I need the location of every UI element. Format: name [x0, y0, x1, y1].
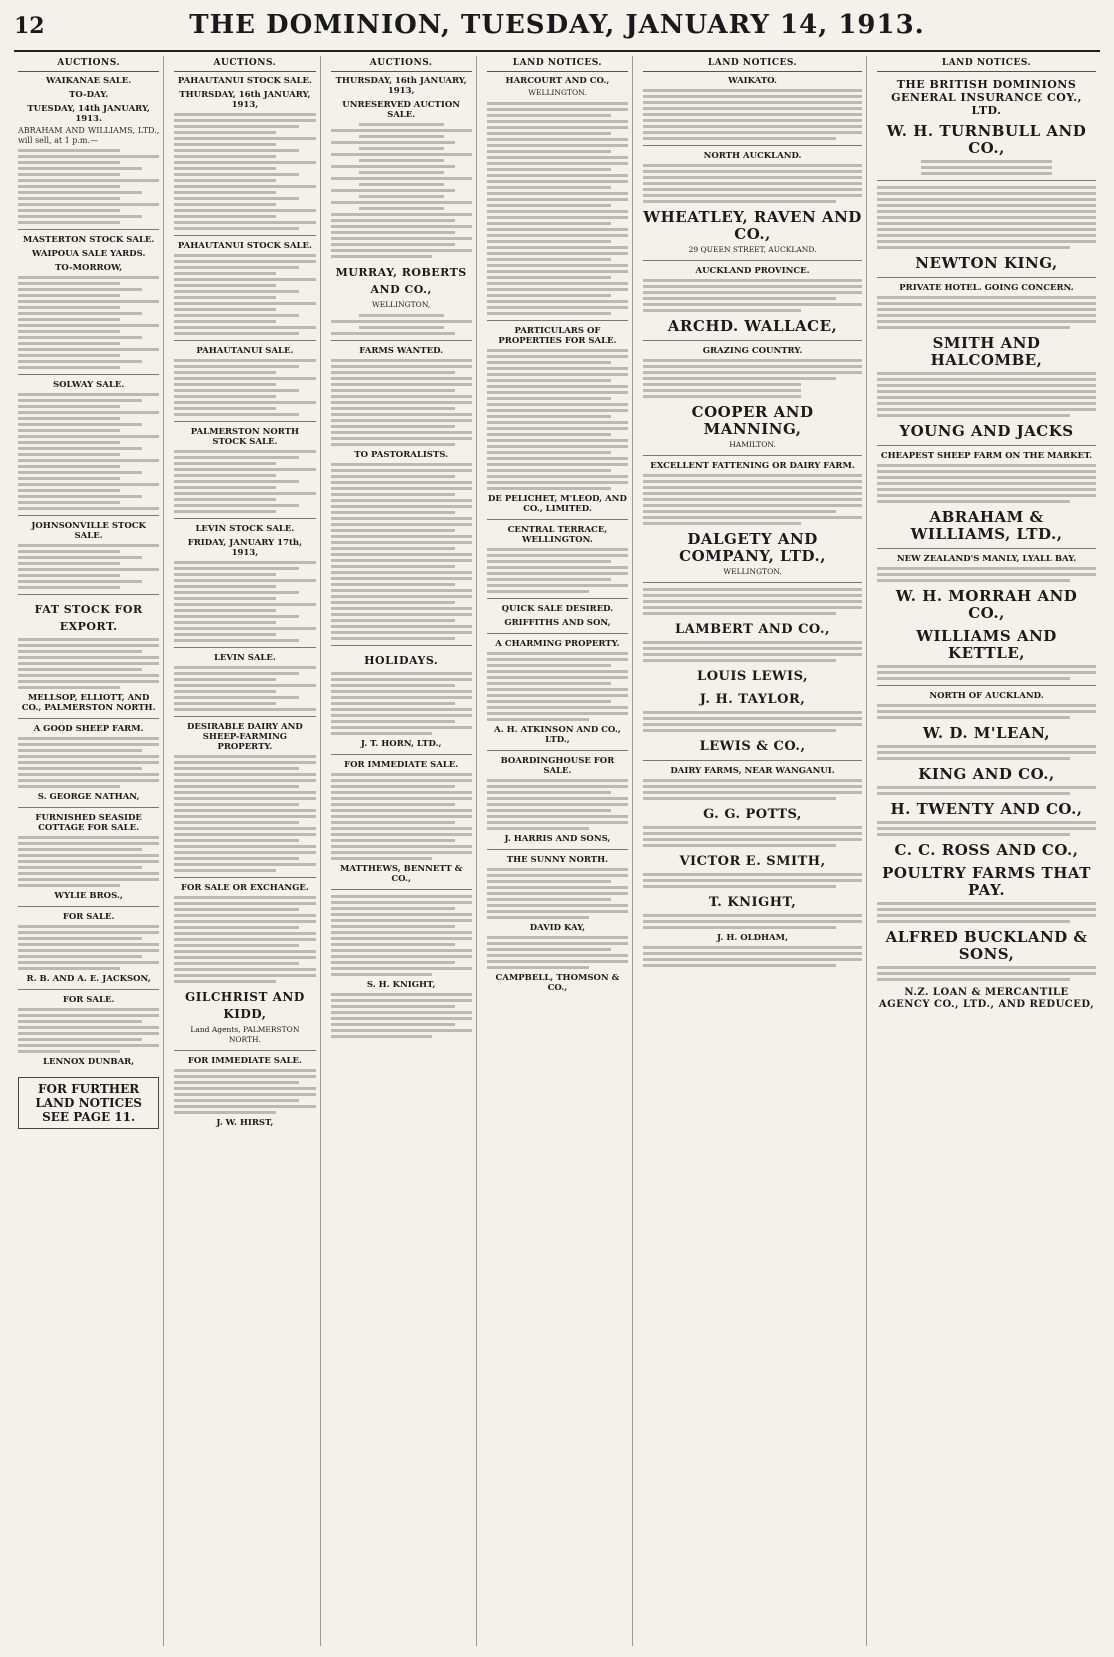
agent-name: S. GEORGE NATHAN, — [37, 792, 140, 802]
section-header: LAND NOTICES. — [487, 56, 628, 72]
heading: TO-MORROW, — [55, 263, 123, 273]
heading: TO PASTORALISTS. — [354, 450, 449, 460]
agent-name: DAVID KAY, — [529, 923, 586, 933]
heading: A CHARMING PROPERTY. — [495, 639, 620, 649]
heading: UNRESERVED AUCTION SALE. — [342, 100, 461, 120]
heading: SOLWAY SALE. — [52, 380, 125, 390]
heading: THURSDAY, 16th JANUARY, 1913, — [179, 90, 311, 110]
agent-name: LEWIS & CO., — [699, 739, 806, 754]
heading: CHEAPEST SHEEP FARM ON THE MARKET. — [880, 451, 1093, 461]
agent-name: S. H. KNIGHT, — [366, 980, 436, 990]
agent-name: WILLIAMS AND KETTLE, — [916, 627, 1057, 662]
agent-name: J. HARRIS AND SONS, — [504, 834, 611, 844]
paragraph: ABRAHAM AND WILLIAMS, LTD., will sell, at 1 p.m.— — [18, 126, 160, 145]
agent-address: WELLINGTON, — [372, 300, 431, 309]
agent-address: WELLINGTON. — [723, 567, 782, 576]
heading: CENTRAL TERRACE, WELLINGTON. — [507, 525, 608, 545]
section-header: AUCTIONS. — [331, 56, 472, 72]
column-6 — [873, 56, 1100, 1646]
heading: FOR SALE. — [62, 995, 115, 1005]
heading: PAHAUTANUI STOCK SALE. — [177, 241, 312, 251]
agent-name: THE BRITISH DOMINIONS GENERAL INSURANCE COY., LTD. — [891, 78, 1082, 117]
agent-name: WHEATLEY, RAVEN AND CO., — [643, 208, 862, 243]
section-header: AUCTIONS. — [18, 56, 159, 72]
newspaper-title: THE DOMINION, TUESDAY, JANUARY 14, 1913. — [189, 10, 925, 40]
agent-name: SMITH AND HALCOMBE, — [930, 334, 1043, 369]
heading: AUCKLAND PROVINCE. — [695, 266, 810, 276]
agent-name: J. T. HORN, LTD., — [360, 739, 442, 749]
heading: NORTH AUCKLAND. — [703, 151, 802, 161]
agent-name: W. H. TURNBULL AND CO., — [886, 122, 1087, 157]
agent-address: WELLINGTON. — [528, 88, 587, 97]
heading: FARMS WANTED. — [359, 346, 444, 356]
further-notices-callout: FOR FURTHER LAND NOTICES SEE PAGE 11. — [18, 1077, 159, 1129]
section-header: LAND NOTICES. — [643, 56, 862, 72]
column-2 — [170, 56, 320, 1646]
agent-name: MELLSOP, ELLIOTT, AND CO., PALMERSTON NORTH. — [21, 693, 156, 713]
agent-name: GRIFFITHS AND SON, — [504, 618, 611, 628]
heading: WAIKANAE SALE. — [46, 76, 132, 86]
agent-name: CAMPBELL, THOMSON & CO., — [495, 973, 620, 993]
heading: QUICK SALE DESIRED. — [501, 604, 614, 614]
heading: TO-DAY. — [69, 90, 109, 100]
columns — [14, 56, 1100, 1646]
heading: DESIRABLE DAIRY AND SHEEP-FARMING PROPERTY. — [187, 722, 303, 752]
heading: TUESDAY, 14th JANUARY, 1913. — [27, 104, 150, 124]
heading: A GOOD SHEEP FARM. — [33, 724, 144, 734]
agent-name: T. KNIGHT, — [708, 895, 797, 910]
agent-name: LOUIS LEWIS, — [697, 669, 809, 684]
agent-name: C. C. ROSS AND CO., — [894, 841, 1079, 859]
heading: PRIVATE HOTEL. GOING CONCERN. — [899, 283, 1074, 293]
heading: GRAZING COUNTRY. — [702, 346, 803, 356]
agent-name: MATTHEWS, BENNETT & CO., — [339, 864, 463, 884]
agent-name: DALGETY AND COMPANY, LTD., — [679, 530, 826, 565]
column-3 — [327, 56, 477, 1646]
agent-name: GILCHRIST AND KIDD, — [185, 990, 305, 1021]
heading: NEW ZEALAND'S MANLY, LYALL BAY. — [896, 554, 1077, 564]
heading: JOHNSONVILLE STOCK SALE. — [31, 521, 146, 541]
heading: FOR SALE. — [62, 912, 115, 922]
column-5 — [639, 56, 867, 1646]
agent-name: W. D. M'LEAN, — [922, 724, 1051, 742]
agent-name: HARCOURT AND CO., — [505, 76, 610, 86]
heading: WAIPOUA SALE YARDS. — [31, 249, 146, 259]
agent-name: W. H. MORRAH AND CO., — [895, 587, 1078, 622]
agent-name: G. G. POTTS, — [703, 807, 802, 822]
heading: PARTICULARS OF PROPERTIES FOR SALE. — [498, 326, 617, 346]
heading: BOARDINGHOUSE FOR SALE. — [500, 756, 615, 776]
agent-name: DE PELICHET, M'LEOD, AND CO., LIMITED. — [488, 494, 627, 514]
agent-name: VICTOR E. SMITH, — [679, 854, 826, 869]
heading: PAHAUTANUI STOCK SALE. — [177, 76, 312, 86]
agent-name: J. H. TAYLOR, — [699, 692, 806, 707]
agent-name: N.Z. LOAN & MERCANTILE AGENCY CO., LTD., AND REDUCED, — [878, 987, 1095, 1010]
heading: LEVIN STOCK SALE. — [195, 524, 295, 534]
heading: DAIRY FARMS, NEAR WANGANUI. — [670, 766, 835, 776]
column-1 — [14, 56, 164, 1646]
agent-name: YOUNG AND JACKS — [899, 422, 1074, 440]
column-4 — [483, 56, 633, 1646]
heading: HOLIDAYS. — [364, 654, 439, 667]
heading: FAT STOCK FOR EXPORT. — [34, 603, 143, 633]
agent-name: LENNOX DUNBAR, — [43, 1057, 135, 1067]
agent-name: A. H. ATKINSON AND CO., LTD., — [494, 725, 621, 745]
agent-name: ABRAHAM & WILLIAMS, LTD., — [910, 508, 1063, 543]
heading: THURSDAY, 16th JANUARY, 1913, — [335, 76, 467, 96]
agent-name: LAMBERT AND CO., — [675, 622, 831, 637]
heading: FRIDAY, JANUARY 17th, 1913, — [187, 538, 303, 558]
heading: PALMERSTON NORTH STOCK SALE. — [190, 427, 300, 447]
agent-name: WYLIE BROS., — [54, 891, 123, 901]
heading: LEVIN SALE. — [213, 653, 276, 663]
section-header: AUCTIONS. — [174, 56, 315, 72]
heading: NORTH OF AUCKLAND. — [929, 691, 1044, 701]
heading: MASTERTON STOCK SALE. — [22, 235, 155, 245]
agent-name: MURRAY, ROBERTS AND CO., — [335, 266, 467, 296]
agent-name: NEWTON KING, — [915, 254, 1058, 272]
section-header: LAND NOTICES. — [877, 56, 1096, 72]
heading: FOR SALE OR EXCHANGE. — [180, 883, 309, 893]
masthead — [14, 10, 1100, 52]
page-number: 12 — [14, 13, 45, 39]
agent-address: Land Agents, PALMERSTON NORTH. — [190, 1025, 300, 1044]
agent-name: COOPER AND MANNING, — [691, 403, 814, 438]
heading: THE SUNNY NORTH. — [506, 855, 609, 865]
agent-address: HAMILTON. — [729, 440, 776, 449]
agent-name: H. TWENTY AND CO., — [890, 800, 1083, 818]
heading: EXCELLENT FATTENING OR DAIRY FARM. — [650, 461, 855, 471]
agent-address: 29 QUEEN STREET, AUCKLAND. — [688, 245, 817, 254]
agent-name: ARCHD. WALLACE, — [667, 317, 838, 335]
agent-name: R. B. AND A. E. JACKSON, — [26, 974, 151, 984]
agent-name: ALFRED BUCKLAND & SONS, — [885, 928, 1088, 963]
agent-name: POULTRY FARMS THAT PAY. — [882, 864, 1091, 899]
agent-name: J. W. HIRST, — [216, 1118, 274, 1128]
heading: WAIKATO. — [728, 76, 778, 86]
heading: FOR IMMEDIATE SALE. — [344, 760, 459, 770]
heading: FOR IMMEDIATE SALE. — [187, 1056, 302, 1066]
agent-name: J. H. OLDHAM, — [717, 933, 789, 943]
agent-name: KING AND CO., — [918, 765, 1055, 783]
heading: FURNISHED SEASIDE COTTAGE FOR SALE. — [35, 813, 142, 833]
heading: PAHAUTANUI SALE. — [196, 346, 294, 356]
